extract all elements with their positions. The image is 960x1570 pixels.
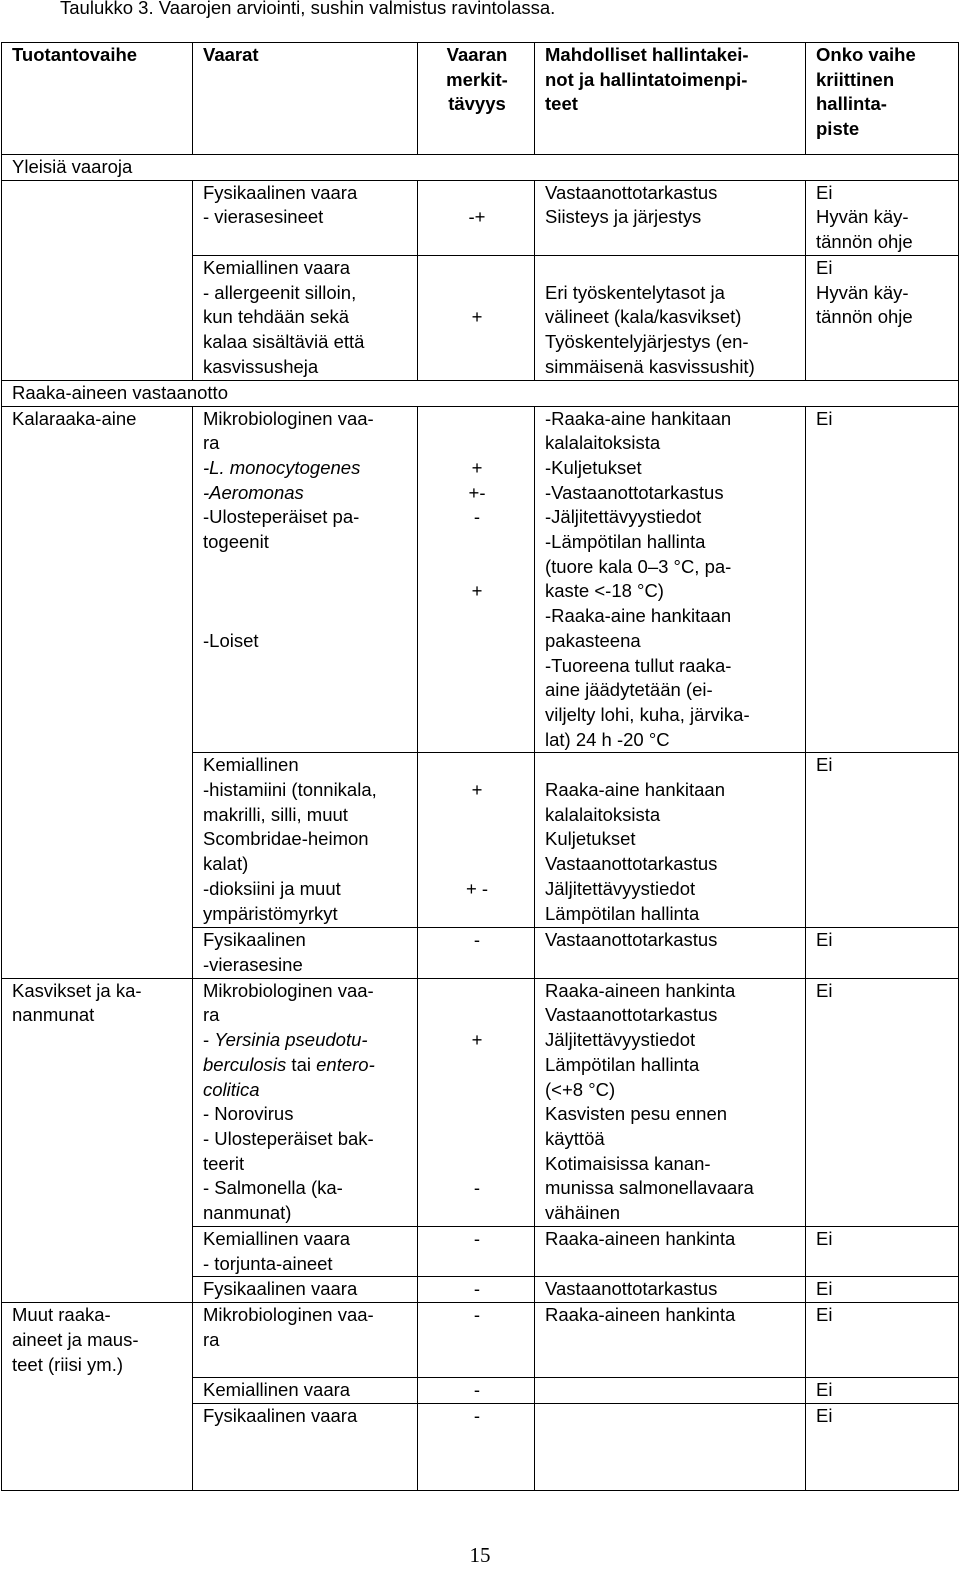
stage-other: Muut raaka- aineet ja maus- teet (riisi ym.) bbox=[2, 1303, 193, 1491]
hazard-cell: Fysikaalinen -vierasesine bbox=[193, 928, 418, 978]
section-row-general bbox=[2, 155, 959, 181]
pathogen-names: -L. monocytogenes -Aeromonas bbox=[203, 456, 361, 503]
control-cell bbox=[535, 1378, 806, 1404]
control-cell bbox=[535, 1404, 806, 1491]
table-row bbox=[2, 978, 959, 1226]
pathogen-names: Yersinia pseudotu- berculosis bbox=[203, 1029, 368, 1075]
hazard-cell bbox=[193, 406, 418, 753]
hazard-analysis-table bbox=[1, 42, 959, 1491]
hazard-cell: Kemiallinen vaara - allergeenit silloin, kun tehdään sekä kalaa sisältäviä että kasvissusheja bbox=[193, 255, 418, 380]
ccp-cell: Ei bbox=[806, 1303, 959, 1378]
control-cell: Vastaanottotarkastus Siisteys ja järjestys bbox=[535, 180, 806, 255]
significance-cell: - bbox=[418, 1404, 535, 1491]
significance-cell: - bbox=[418, 1303, 535, 1378]
significance-cell: - bbox=[418, 1378, 535, 1404]
section-row-receiving bbox=[2, 380, 959, 406]
control-cell: -Raaka-aine hankitaan kalalaitoksista -Kuljetukset -Vastaanottotarkastus -Jäljitettävyystiedot -Lämpötilan hallinta (tuore kala 0–3 °C, pa- kaste <-18 °C) -Raaka-aine hankitaan pakasteena -Tuoreena tullut raaka- aine jäädytetään (ei- viljelty lohi, kuha, järvika- lat) 24 h -20 °C bbox=[535, 406, 806, 753]
stage-fish: Kalaraaka-aine bbox=[2, 406, 193, 978]
section-receiving: Raaka-aineen vastaanotto bbox=[2, 380, 959, 406]
hazard-cell: Fysikaalinen vaara - vierasesineet bbox=[193, 180, 418, 255]
section-general: Yleisiä vaaroja bbox=[2, 155, 959, 181]
hazard-text: -Ulosteperäiset pa- togeenit -Loiset bbox=[203, 506, 360, 651]
control-cell: Raaka-aine hankitaan kalalaitoksista Kuljetukset Vastaanottotarkastus Jäljitettävyystiedot Lämpötilan hallinta bbox=[535, 753, 806, 928]
header-significance: Vaaran merkit- tävyys bbox=[418, 43, 535, 155]
hazard-cell: Kemiallinen vaara - torjunta-aineet bbox=[193, 1226, 418, 1276]
hazard-text: tai bbox=[286, 1053, 317, 1075]
control-cell: Raaka-aineen hankinta bbox=[535, 1303, 806, 1378]
significance-cell: - bbox=[418, 928, 535, 978]
hazard-cell: Kemiallinen -histamiini (tonnikala, makrilli, silli, muut Scombridae-heimon kalat) -dioksiini ja muut ympäristömyrkyt bbox=[193, 753, 418, 928]
hazard-text: Mikrobiologinen vaa- ra - bbox=[203, 979, 374, 1051]
header-hazards: Vaarat bbox=[193, 43, 418, 155]
header-row bbox=[2, 43, 959, 155]
significance-cell: - bbox=[418, 1277, 535, 1303]
hazard-text: Mikrobiologinen vaa- ra bbox=[203, 407, 374, 454]
page-number: 15 bbox=[469, 1543, 491, 1567]
significance-cell: + +- - + bbox=[418, 406, 535, 753]
control-cell: Raaka-aineen hankinta Vastaanottotarkastus Jäljitettävyystiedot Lämpötilan hallinta (<+8 °C) Kasvisten pesu ennen käyttöä Kotimaisissa kanan- munissa salmonellavaara vähäinen bbox=[535, 978, 806, 1226]
ccp-cell: Ei bbox=[806, 753, 959, 928]
significance-cell: -+ bbox=[418, 180, 535, 255]
ccp-cell: Ei bbox=[806, 928, 959, 978]
header-ccp: Onko vaihe kriittinen hallinta- piste bbox=[806, 43, 959, 155]
table-row bbox=[2, 180, 959, 255]
significance-cell: - bbox=[418, 1226, 535, 1276]
ccp-cell: Ei bbox=[806, 1378, 959, 1404]
ccp-cell: Ei Hyvän käy- tännön ohje bbox=[806, 180, 959, 255]
control-cell: Vastaanottotarkastus bbox=[535, 928, 806, 978]
ccp-cell: Ei bbox=[806, 1404, 959, 1491]
table-row bbox=[2, 406, 959, 753]
control-cell: Vastaanottotarkastus bbox=[535, 1277, 806, 1303]
header-stage: Tuotantovaihe bbox=[2, 43, 193, 155]
header-controls: Mahdolliset hallintakei- not ja hallintatoimenpi- teet bbox=[535, 43, 806, 155]
pathogen-names: entero- colitica bbox=[203, 1053, 375, 1100]
significance-cell: + bbox=[418, 255, 535, 380]
control-cell: Eri työskentelytasot ja välineet (kala/kasvikset) Työskentelyjärjestys (en- simmäisenä kasvissushit) bbox=[535, 255, 806, 380]
control-cell: Raaka-aineen hankinta bbox=[535, 1226, 806, 1276]
ccp-cell: Ei bbox=[806, 1226, 959, 1276]
significance-cell: + - bbox=[418, 978, 535, 1226]
ccp-cell: Ei bbox=[806, 1277, 959, 1303]
ccp-cell: Ei Hyvän käy- tännön ohje bbox=[806, 255, 959, 380]
hazard-cell: Mikrobiologinen vaa- ra bbox=[193, 1303, 418, 1378]
ccp-cell: Ei bbox=[806, 406, 959, 753]
ccp-cell: Ei bbox=[806, 978, 959, 1226]
significance-cell: + + - bbox=[418, 753, 535, 928]
hazard-cell: Fysikaalinen vaara bbox=[193, 1277, 418, 1303]
hazard-cell: Fysikaalinen vaara bbox=[193, 1404, 418, 1491]
hazard-cell: Kemiallinen vaara bbox=[193, 1378, 418, 1404]
table-caption: Taulukko 3. Vaarojen arviointi, sushin valmistus ravintolassa. bbox=[60, 0, 556, 18]
hazard-cell bbox=[193, 978, 418, 1226]
stage-vegetables: Kasvikset ja ka- nanmunat bbox=[2, 978, 193, 1302]
table-row bbox=[2, 1303, 959, 1378]
stage-cell-general bbox=[2, 180, 193, 380]
hazard-text: - Norovirus - Ulosteperäiset bak- teerit - Salmonella (ka- nanmunat) bbox=[203, 1103, 374, 1224]
